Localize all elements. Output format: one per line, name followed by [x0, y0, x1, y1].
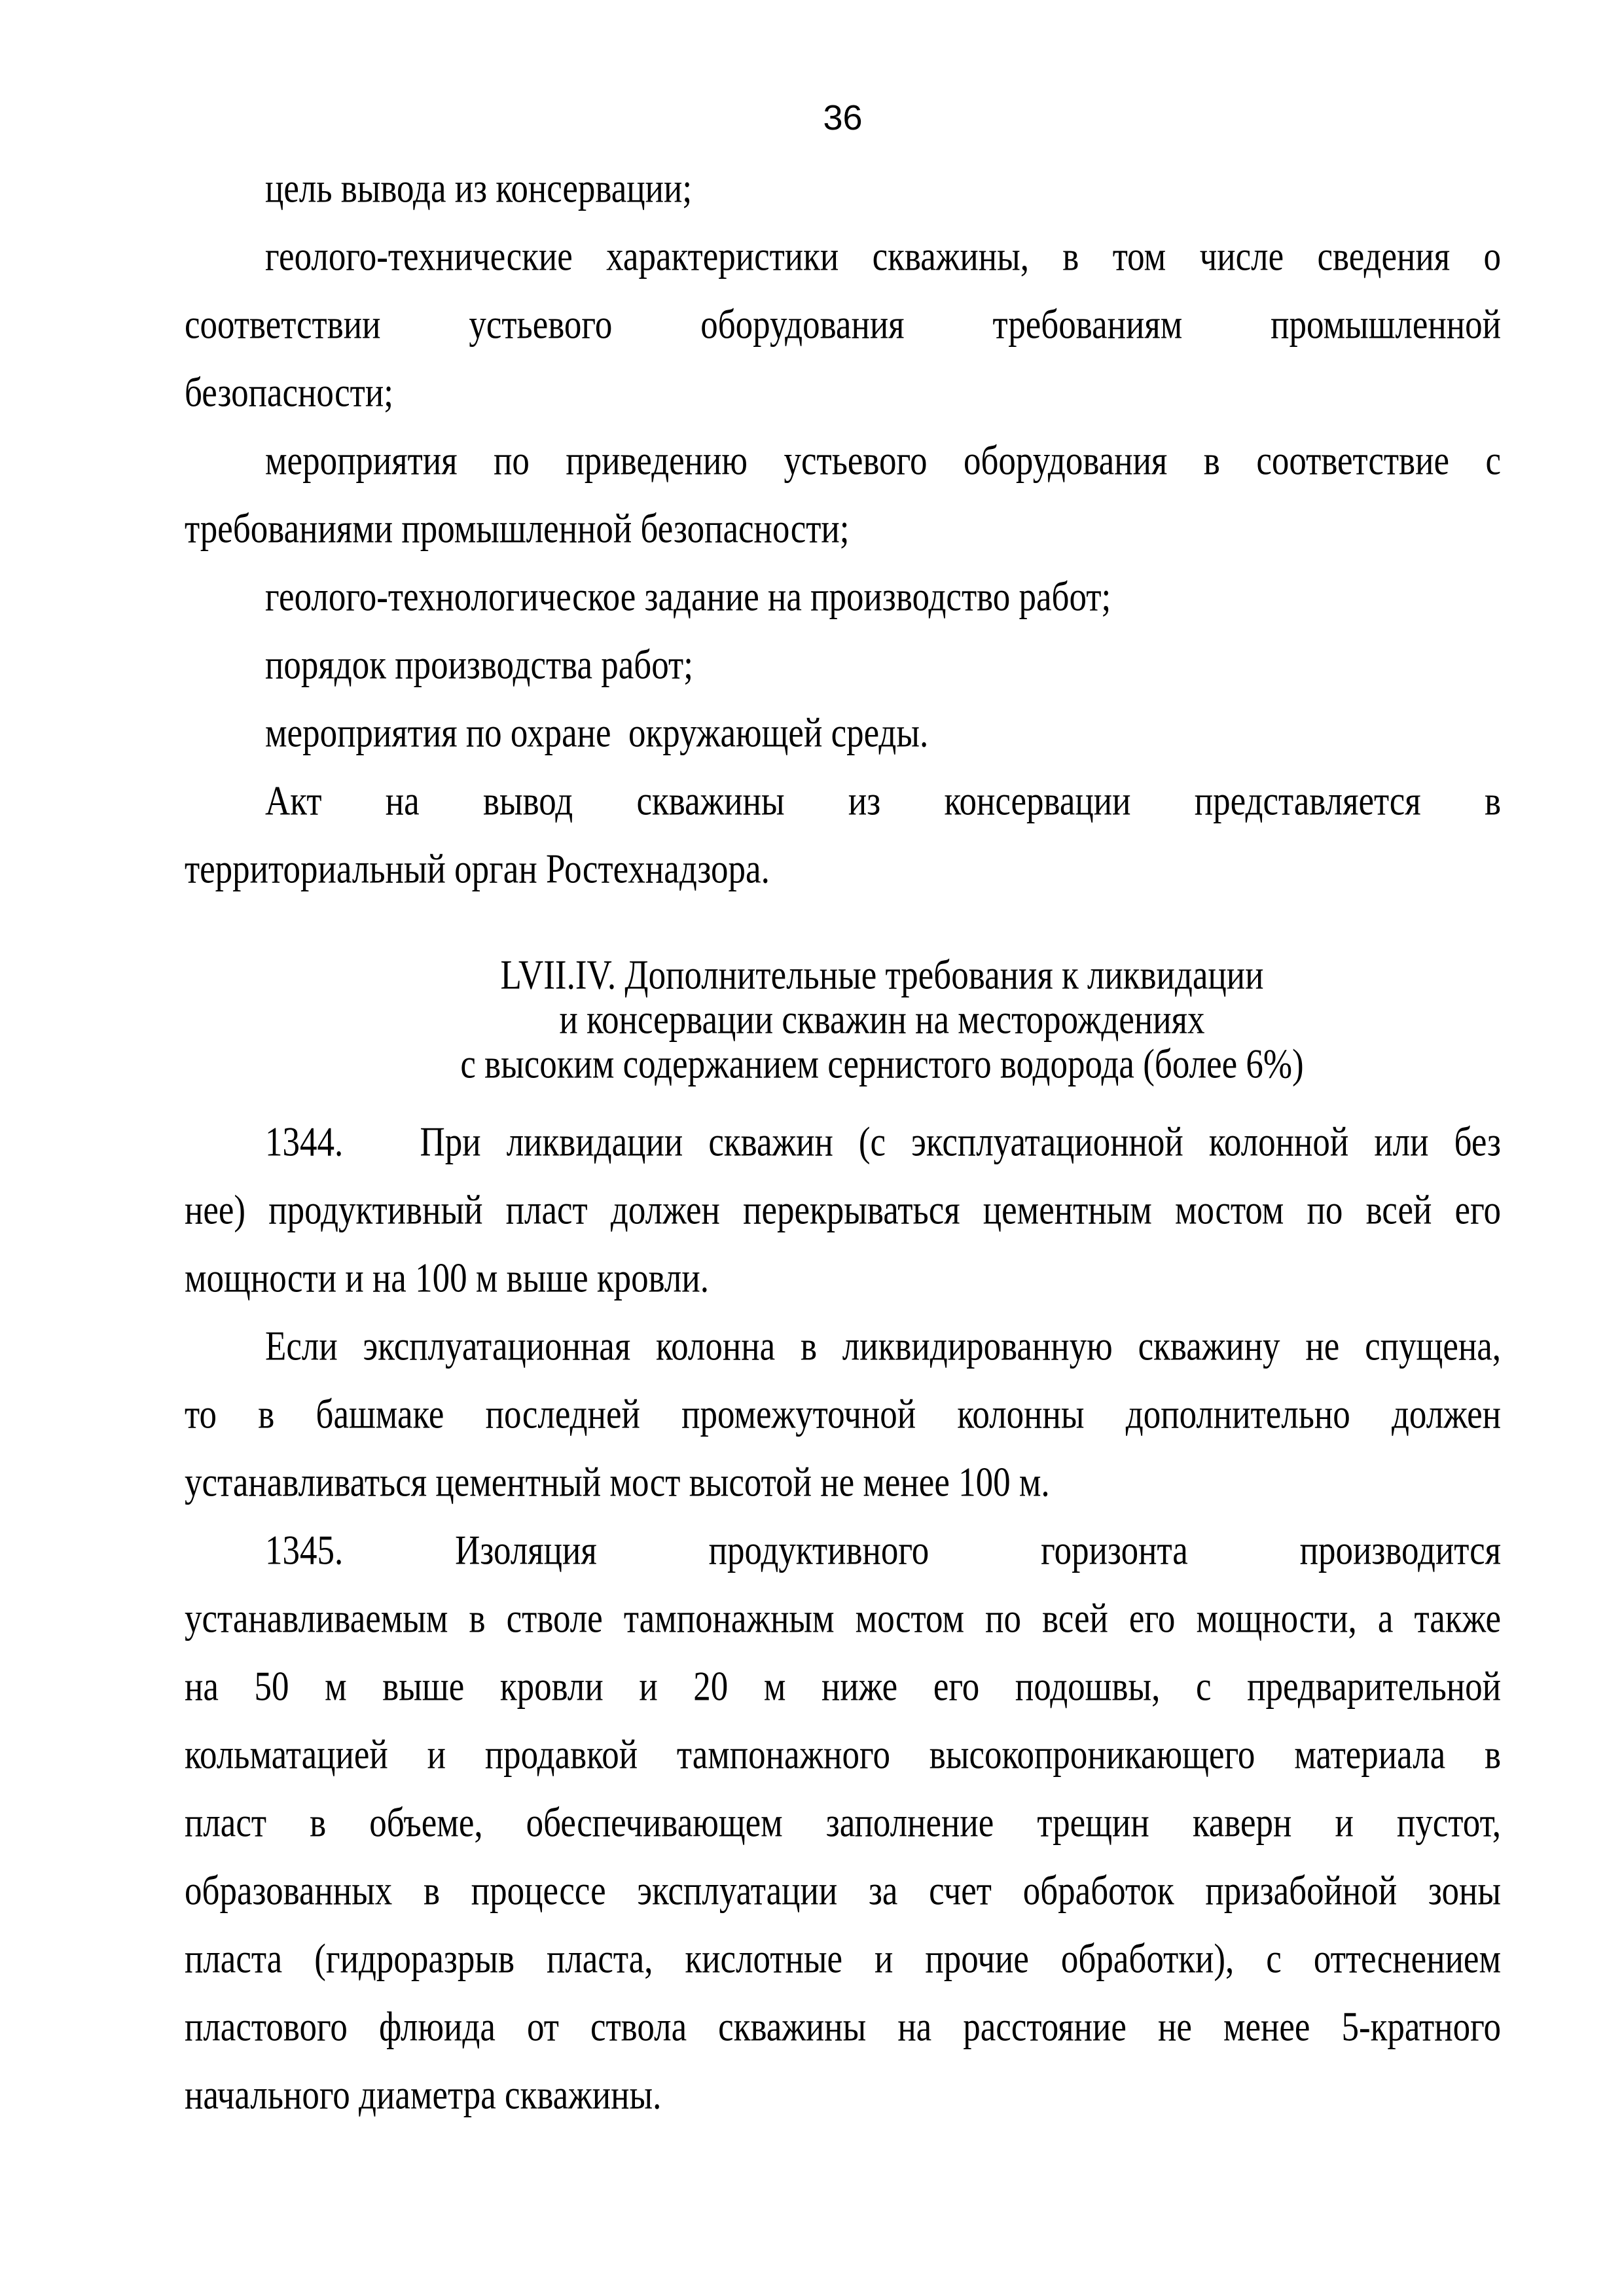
- intro-line: мероприятия по охране окружающей среды.: [265, 710, 929, 756]
- section-heading-line-3: с высоким содержанием сернистого водорода (более 6%): [460, 1041, 1304, 1087]
- section-heading: [185, 953, 1501, 1086]
- intro-line: мероприятия по приведению устьевого оборудования в соответствие с: [265, 438, 1501, 484]
- paragraph-line: образованных в процессе эксплуатации за счет обработок призабойной зоны: [185, 1868, 1501, 1914]
- intro-line: порядок производства работ;: [265, 642, 693, 688]
- paragraph-line: 1344. При ликвидации скважин (с эксплуатационной колонной или без: [265, 1119, 1501, 1165]
- paragraph-line: пластового флюида от ствола скважины на расстояние не менее 5-кратного: [185, 2004, 1501, 2050]
- intro-block: [185, 154, 1501, 903]
- paragraph-line: устанавливаться цементный мост высотой не менее 100 м.: [185, 1460, 1050, 1505]
- section-heading-line-1: LVII.IV. Дополнительные требования к ликвидации: [500, 952, 1264, 998]
- intro-line: безопасности;: [185, 370, 393, 416]
- intro-line: геолого-технологическое задание на производство работ;: [265, 574, 1111, 620]
- intro-line: Акт на вывод скважины из консервации представляется в: [265, 778, 1501, 824]
- section-block: [185, 1108, 1501, 2129]
- paragraph-line: начального диаметра скважины.: [185, 2072, 662, 2118]
- paragraph-line: пласта (гидроразрыв пласта, кислотные и прочие обработки), с оттеснением: [185, 1936, 1501, 1982]
- paragraph-line: Если эксплуатационная колонна в ликвидированную скважину не спущена,: [265, 1323, 1501, 1369]
- paragraph-line: на 50 м выше кровли и 20 м ниже его подошвы, с предварительной: [185, 1664, 1501, 1710]
- intro-line: требованиями промышленной безопасности;: [185, 506, 850, 552]
- intro-line: геолого-технические характеристики скважины, в том числе сведения о: [265, 234, 1501, 279]
- page-content: [0, 99, 1624, 2129]
- intro-line: соответствии устьевого оборудования требованиям промышленной: [185, 302, 1501, 348]
- paragraph-line: нее) продуктивный пласт должен перекрываться цементным мостом по всей его: [185, 1187, 1501, 1233]
- paragraph-line: 1345. Изоляция продуктивного горизонта производится: [265, 1528, 1501, 1573]
- paragraph-line: то в башмаке последней промежуточной колонны дополнительно должен: [185, 1391, 1501, 1437]
- paragraph-line: мощности и на 100 м выше кровли.: [185, 1255, 709, 1301]
- paragraph-line: кольматацией и продавкой тампонажного высокопроникающего материала в: [185, 1732, 1501, 1778]
- intro-line: территориальный орган Ростехнадзора.: [185, 846, 770, 892]
- section-heading-line-2: и консервации скважин на месторождениях: [559, 997, 1205, 1043]
- paragraph-line: устанавливаемым в стволе тампонажным мостом по всей его мощности, а также: [185, 1596, 1501, 1641]
- intro-line: цель вывода из консервации;: [265, 166, 693, 211]
- paragraph-line: пласт в объеме, обеспечивающем заполнение трещин каверн и пустот,: [185, 1800, 1501, 1846]
- page-number: 36: [823, 98, 863, 137]
